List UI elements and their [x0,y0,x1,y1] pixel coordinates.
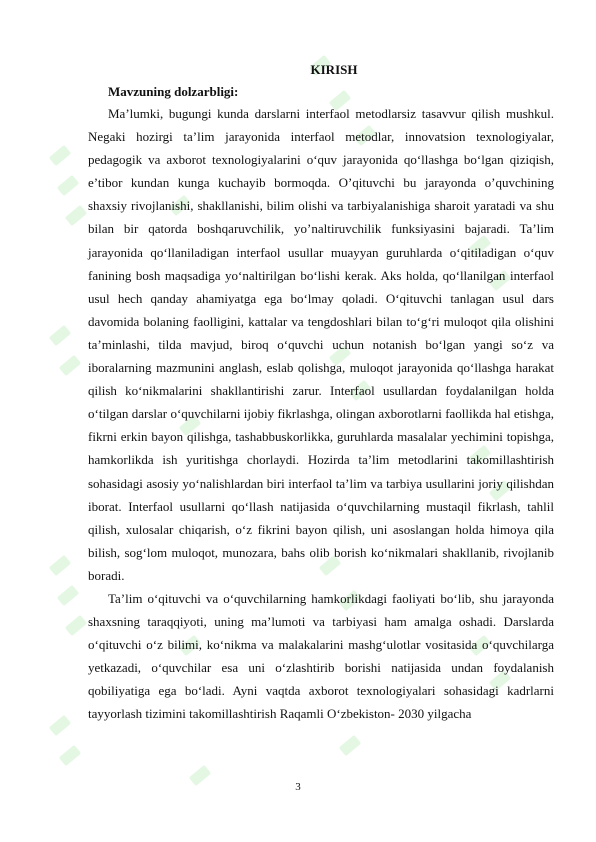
section-heading: Mavzuning dolzarbligi: [108,84,239,99]
page-title: KIRISH [310,62,358,77]
watermark-mark [339,735,361,756]
paragraph-2: Ta’lim o‘qituvchi va o‘quvchilarning hamkorlikdagi faoliyati bo‘lib, shu jarayonda shaxsning taraqqiyoti, uning ma’lumoti va tarbiyasi ham amalga oshadi. Darslarda o‘qituvchi o‘z bilimi, ko‘nikma va malakalarini mashg‘ulotlar vositasida o‘quvchilarga yetkazadi, o‘quvchilar esa uni o‘zlashtirib borishi natijasida undan foydalanish qobiliyatiga ega bo‘ladi. Ayni vaqtda axborot texnologiyalari sohasidagi kadrlarni tayyorlash tizimini takomillashtirish Raqamli O‘zbekiston- 2030 yilgacha [88,590,554,722]
watermark-mark [57,585,79,606]
watermark-mark [57,175,79,196]
watermark-mark [65,205,87,226]
watermark-mark [49,555,71,576]
watermark-mark [49,715,71,736]
paragraph-1: Ma’lumki, bugungi kunda darslarni interfaol metodlarsiz tasavvur qilish mushkul. Negaki hozirgi ta’lim jarayonida interfaol metodlar, innovatsion texnologiyalar, pedagogik va axborot texnologiyalarini o‘quv jarayonida qo‘llashga bo‘lgan qiziqish, e’tibor kundan kunga kuchayib bormoqda. O’qituvchi bu jarayonda o’quvchining shaxsiy rivojlanishi, shakllanishi, bilim olishi va tarbiyalanishiga sharoit yaratadi va shu bilan bir qatorda boshqaruvchilik, yo’naltiruvchilik funksiyasini bajaradi. Ta’lim jarayonida qo‘llaniladigan interfaol usullar muayyan guruhlarda o‘qitiladigan o‘quv fanining bosh maqsadiga yo‘naltirilgan bo‘lishi kerak. Aks holda, qo‘llanilgan interfaol usul hech qanday ahamiyatga ega bo‘lmay qoladi. O‘qituvchi tanlagan usul dars davomida bolaning faolligini, kattalar va tengdoshlari bilan to‘g‘ri muloqot qila olishini ta’minlashi, tilda mavjud, biroq o‘quvchi uchun notanish bo‘lgan yangi so‘z va iboralarning mazmunini anglash, eslab qolishga, muloqot jarayonida qo‘llashga harakat qilish ko‘nikmalarini shakllantirishi zarur. Interfaol usullardan foydalanilgan holda o‘tilgan darslar o‘quvchilarni ijobiy fikrlashga, olingan axborotlarni faollikda hal etishga, fikrni erkin bayon qilishga, tashabbuskorlikka, guruhlarda masalalar yechimini topishga, hamkorlikda ish yuritishga chorlaydi. Hozirda ta’lim metodlarini takomillashtirish sohasidagi asosiy yo‘nalishlardan biri interfaol ta’lim va tarbiya usullarini joriy qilishdan iborat. Interfaol usullarni qo‘llash natijasida o‘quvchilarning mustaqil fikrlash, tahlil qilish, xulosalar chiqarish, o‘z fikrini bayon qilish, uni asoslangan holda himoya qila bilish, sog‘lom muloqot, munozara, bahs olib borish ko‘nikmalari shakllanib, rivojlanib boradi. [88,106,554,583]
watermark-mark [59,745,81,766]
page-number: 3 [295,781,301,793]
watermark-mark [59,355,81,376]
watermark-mark [65,615,87,636]
body-text [88,102,554,726]
watermark-mark [49,325,71,346]
watermark-mark [49,145,71,166]
